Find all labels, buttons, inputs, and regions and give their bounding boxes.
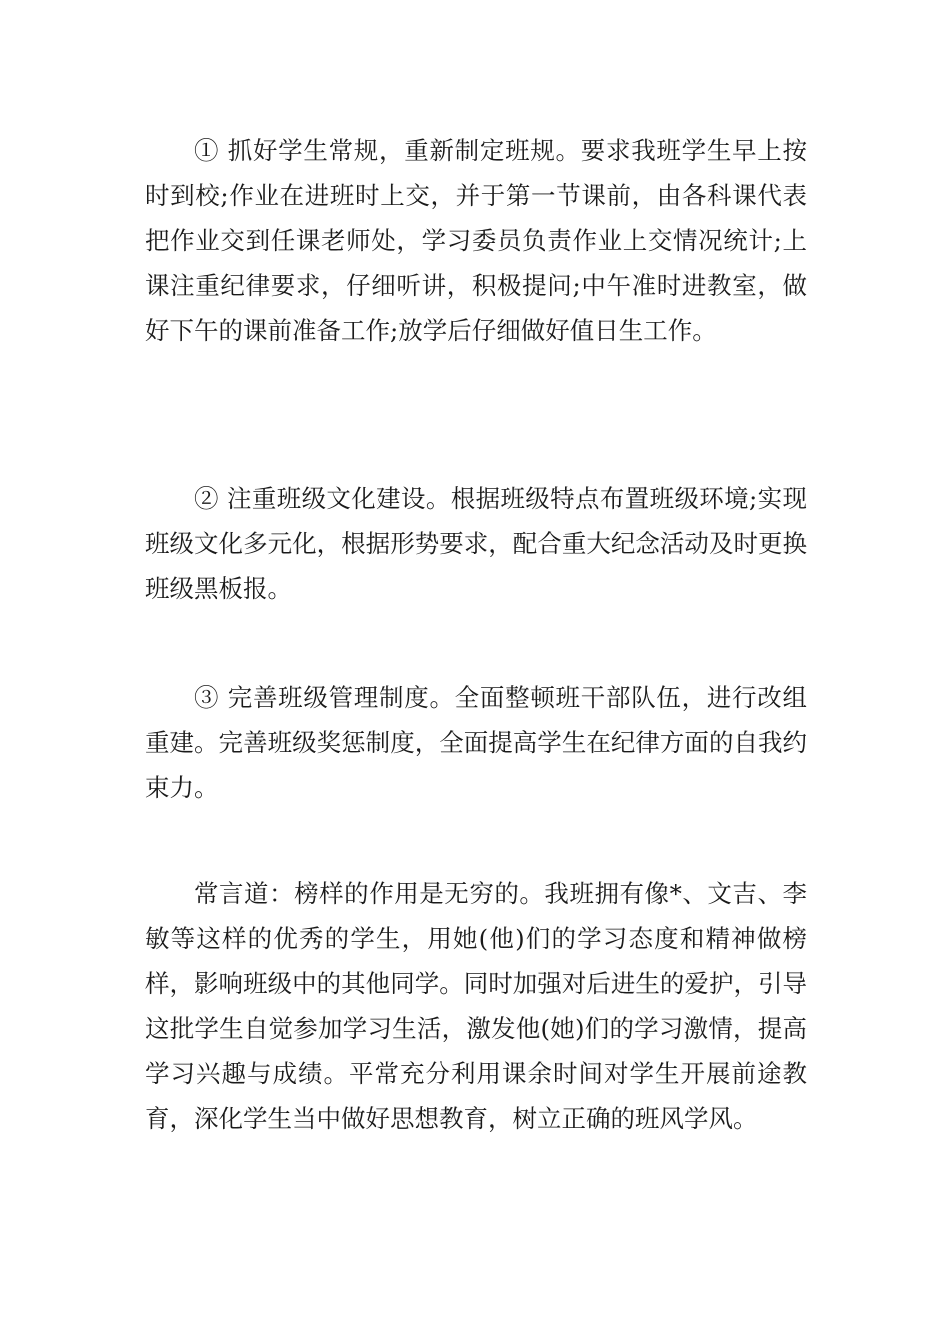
paragraph-management-system: ③ 完善班级管理制度。全面整顿班干部队伍，进行改组重建。完善班级奖惩制度，全面提高学生在纪律方面的自我约束力。 <box>145 683 807 802</box>
paragraph-class-culture: ② 注重班级文化建设。根据班级特点布置班级环境;实现班级文化多元化，根据形势要求，配合重大纪念活动及时更换班级黑板报。 <box>145 484 807 603</box>
paragraph-student-routine: ① 抓好学生常规，重新制定班规。要求我班学生早上按时到校;作业在进班时上交，并于第一节课前，由各科课代表把作业交到任课老师处，学习委员负责作业上交情况统计;上课注重纪律要求，仔细听讲，积极提问;中午准时进教室，做好下午的课前准备工作;放学后仔细做好值日生工作。 <box>145 136 807 345</box>
paragraph-role-models: 常言道：榜样的作用是无穷的。我班拥有像*、文吉、李敏等这样的优秀的学生，用她(他)们的学习态度和精神做榜样，影响班级中的其他同学。同时加强对后进生的爱护，引导这批学生自觉参加学习生活，激发他(她)们的学习激情，提高学习兴趣与成绩。平常充分利用课余时间对学生开展前途教育，深化学生当中做好思想教育，树立正确的班风学风。 <box>145 879 807 1133</box>
